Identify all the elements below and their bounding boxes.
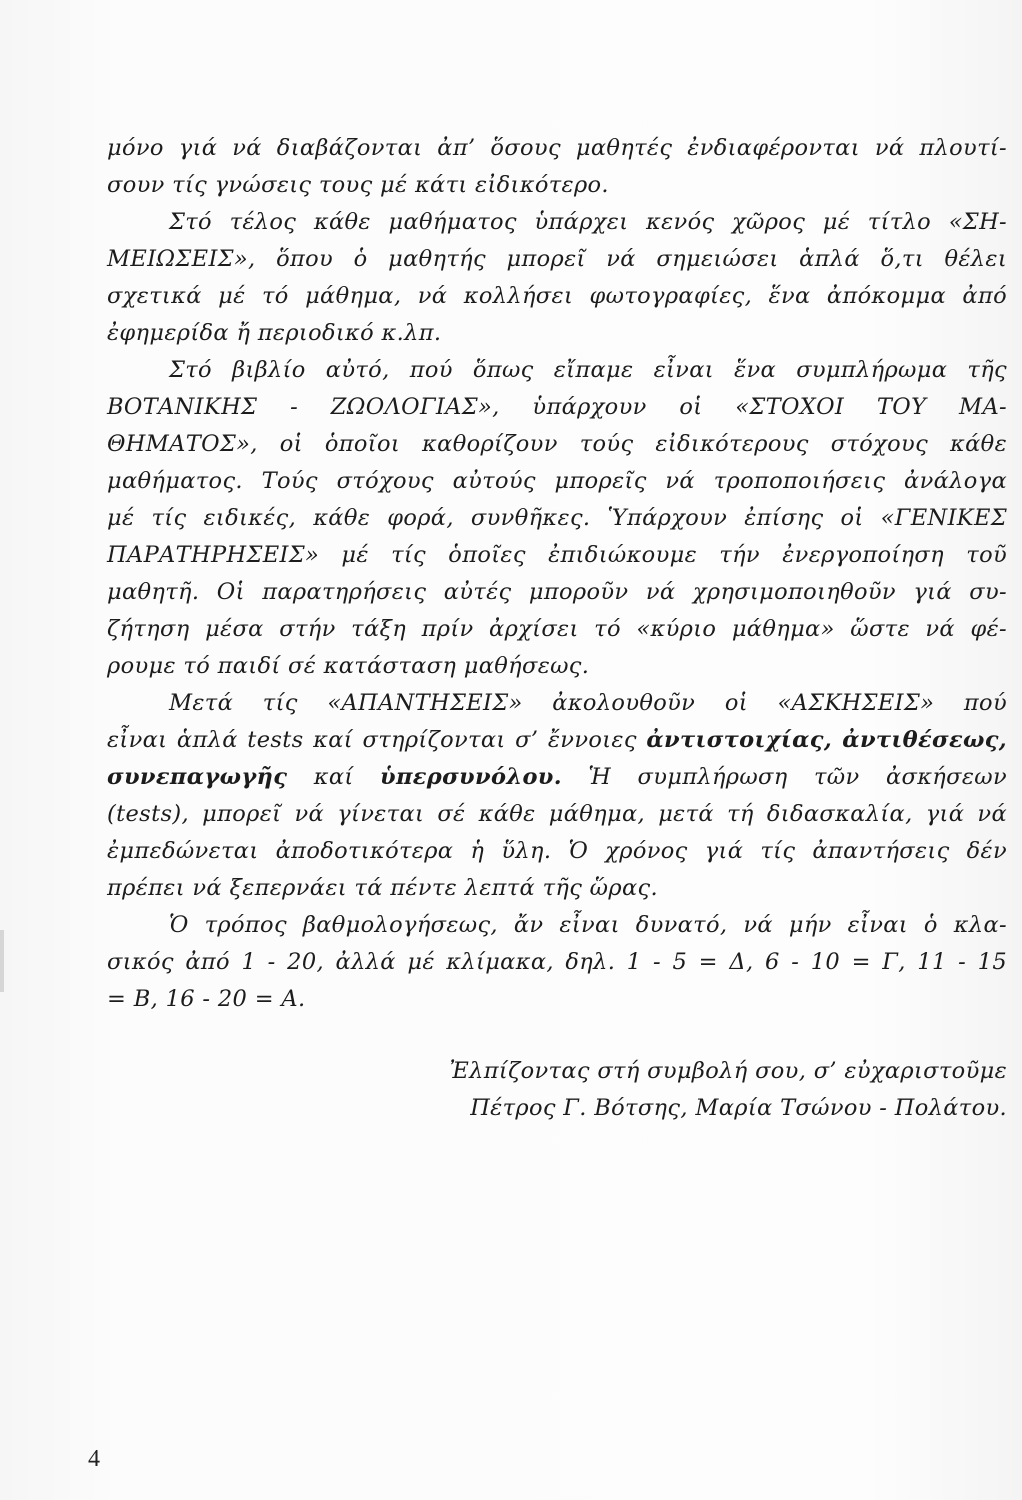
- text-segment: εἶναι ἁπλά tests καί στηρίζονται σ’ ἔννοιες: [107, 727, 647, 753]
- text-line: [107, 315, 1007, 352]
- body-text: [107, 130, 1007, 1127]
- text-line: [107, 352, 1007, 389]
- text-line: [107, 833, 1007, 870]
- text-segment: (tests), μπορεῖ νά γίνεται σέ κάθε μάθημα, μετά τή διδασκαλία, γιά νά: [107, 801, 1007, 827]
- text-line: [107, 167, 1007, 204]
- text-line: [107, 685, 1007, 722]
- text-segment: Μετά τίς «ΑΠΑΝΤΗΣΕΙΣ» ἀκολουθοῦν οἱ «ΑΣΚΗΣΕΙΣ» πού: [169, 690, 1007, 716]
- text-line: [107, 130, 1007, 167]
- text-segment: Ὁ τρόπος βαθμολογήσεως, ἄν εἶναι δυνατό, νά μήν εἶναι ὁ κλα-: [169, 912, 1007, 938]
- text-segment: ΜΕΙΩΣΕΙΣ», ὅπου ὁ μαθητής μπορεῖ νά σημειώσει ἁπλά ὅ,τι θέλει: [107, 246, 1007, 272]
- text-segment: ζήτηση μέσα στήν τάξη πρίν ἀρχίσει τό «κύριο μάθημα» ὥστε νά φέ-: [107, 616, 1007, 642]
- authors-line: Πέτρος Γ. Βότσης, Μαρία Τσώνου - Πολάτου.: [470, 1095, 1007, 1121]
- text-line: [107, 648, 1007, 685]
- text-line: [107, 981, 1007, 1018]
- text-line: [107, 796, 1007, 833]
- text-segment: καί: [287, 764, 380, 790]
- text-segment: μόνο γιά νά διαβάζονται ἀπ’ ὅσους μαθητές ἐνδιαφέρονται νά πλουτί-: [107, 135, 1007, 161]
- text-segment: σουν τίς γνώσεις τους μέ κάτι εἰδικότερο.: [107, 172, 609, 198]
- text-segment: = Β, 16 - 20 = Α.: [107, 986, 306, 1012]
- text-segment: πρέπει νά ξεπερνάει τά πέντε λεπτά τῆς ὥρας.: [107, 875, 658, 901]
- text-segment: ἐφημερίδα ἤ περιοδικό κ.λπ.: [107, 320, 442, 346]
- text-line: [107, 537, 1007, 574]
- text-segment: ΒΟΤΑΝΙΚΗΣ - ΖΩΟΛΟΓΙΑΣ», ὑπάρχουν οἱ «ΣΤΟΧΟΙ ΤΟΥ ΜΑ-: [107, 394, 1007, 420]
- signature-gap: [107, 1018, 1007, 1053]
- page-number: 4: [88, 1446, 100, 1472]
- text-segment: Στό τέλος κάθε μαθήματος ὑπάρχει κενός χῶρος μέ τίτλο «ΣΗ-: [169, 209, 1007, 235]
- text-line: [107, 870, 1007, 907]
- text-line: [107, 907, 1007, 944]
- bold-term: συνεπαγωγῆς: [107, 764, 288, 790]
- text-segment: Ἡ συμπλήρωση τῶν ἀσκήσεων: [561, 764, 1007, 790]
- text-line: [107, 611, 1007, 648]
- text-segment: μαθητῆ. Οἱ παρατηρήσεις αὐτές μποροῦν νά χρησιμοποιηθοῦν γιά συ-: [107, 579, 1007, 605]
- text-line: [107, 759, 1007, 796]
- text-segment: ρουμε τό παιδί σέ κατάσταση μαθήσεως.: [107, 653, 590, 679]
- text-line: [107, 241, 1007, 278]
- text-line: [107, 944, 1007, 981]
- text-line: [107, 426, 1007, 463]
- bold-term: ὑπερσυνόλου.: [379, 764, 562, 790]
- bold-term: ἀντιστοιχίας, ἀντιθέσεως,: [646, 727, 1007, 753]
- text-segment: ΠΑΡΑΤΗΡΗΣΕΙΣ» μέ τίς ὁποῖες ἐπιδιώκουμε τήν ἐνεργοποίηση τοῦ: [107, 542, 1007, 568]
- text-segment: Στό βιβλίο αὐτό, πού ὅπως εἴπαμε εἶναι ἕνα συμπλήρωμα τῆς: [169, 357, 1007, 383]
- text-segment: σχετικά μέ τό μάθημα, νά κολλήσει φωτογραφίες, ἕνα ἀπόκομμα ἀπό: [107, 283, 1007, 309]
- text-segment: ἐμπεδώνεται ἀποδοτικότερα ἡ ὕλη. Ὁ χρόνος γιά τίς ἀπαντήσεις δέν: [107, 838, 1007, 864]
- text-segment: σικός ἀπό 1 - 20, ἀλλά μέ κλίμακα, δηλ. 1 - 5 = Δ, 6 - 10 = Γ, 11 - 15: [107, 949, 1007, 975]
- text-line: [107, 389, 1007, 426]
- closing-line: Ἐλπίζοντας στή συμβολή σου, σ’ εὐχαριστοῦμε: [449, 1058, 1007, 1084]
- text-segment: ΘΗΜΑΤΟΣ», οἱ ὁποῖοι καθορίζουν τούς εἰδικότερους στόχους κάθε: [107, 431, 1007, 457]
- text-line: [107, 574, 1007, 611]
- text-line: [107, 463, 1007, 500]
- text-line: [107, 278, 1007, 315]
- text-line: [107, 722, 1007, 759]
- text-line: [107, 500, 1007, 537]
- text-line: [107, 204, 1007, 241]
- text-segment: μέ τίς ειδικές, κάθε φορά, συνθῆκες. Ὑπάρχουν ἐπίσης οἱ «ΓΕΝΙΚΕΣ: [107, 505, 1007, 531]
- text-segment: μαθήματος. Τούς στόχους αὐτούς μπορεῖς νά τροποποιήσεις ἀνάλογα: [107, 468, 1007, 494]
- page-edge-mark: [0, 930, 4, 992]
